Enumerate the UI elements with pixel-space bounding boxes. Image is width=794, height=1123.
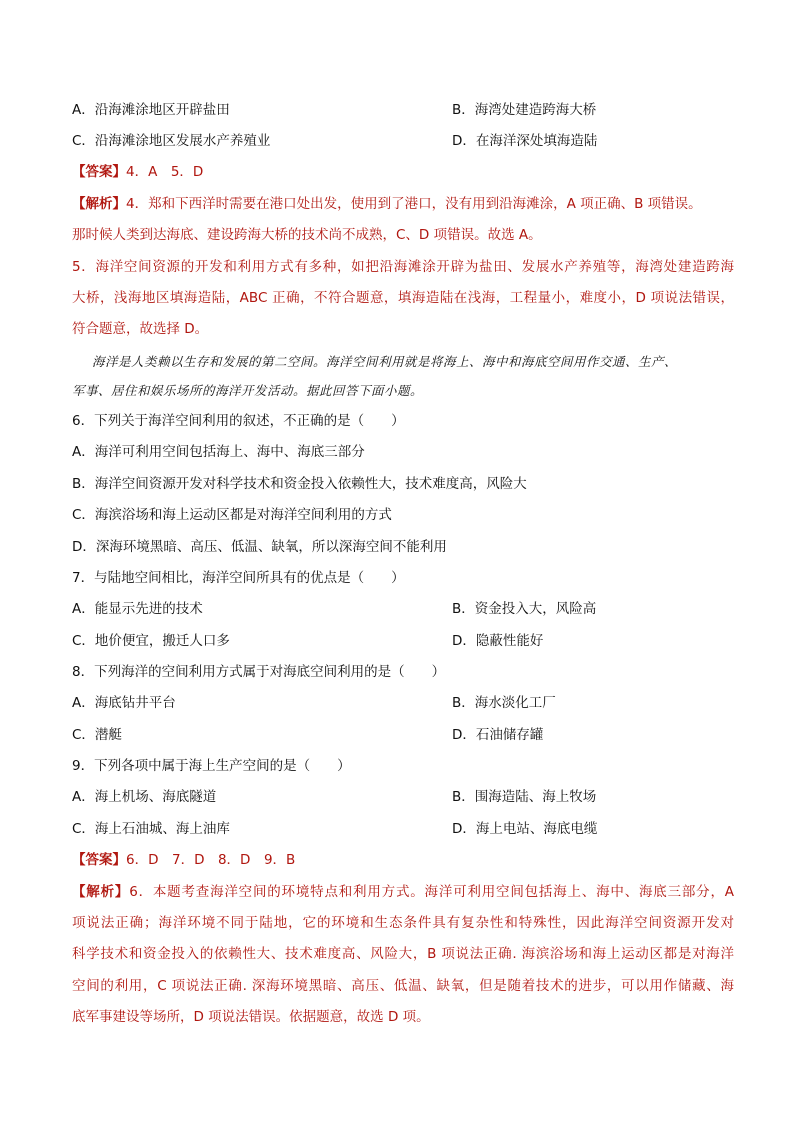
analysis-line: 符合题意，故选择 D。 xyxy=(72,321,209,337)
option-c: C．潜艇 xyxy=(72,727,122,743)
analysis-label: 【解析】 xyxy=(72,884,130,900)
option-b: B．海水淡化工厂 xyxy=(452,695,556,711)
option-a: A．沿海滩涂地区开辟盐田 xyxy=(72,102,230,118)
option-row xyxy=(72,787,734,807)
option-b: B．围海造陆、海上牧场 xyxy=(452,789,597,805)
question-stem: 8．下列海洋的空间利用方式属于对海底空间利用的是（ ） xyxy=(72,664,446,680)
analysis-line xyxy=(72,882,734,902)
analysis-line xyxy=(72,194,734,214)
option-row xyxy=(72,819,734,839)
option-c: C．海上石油城、海上油库 xyxy=(72,821,230,837)
answer-line xyxy=(72,162,734,182)
option-row xyxy=(72,599,734,619)
analysis-line: 5．海洋空间资源的开发和利用方式有多种，如把沿海滩涂开辟为盐田、发展水产养殖等，海湾处建造跨海 xyxy=(72,259,734,275)
option-a: A．海底钻井平台 xyxy=(72,695,176,711)
option-row xyxy=(72,693,734,713)
analysis-text: 6．本题考查海洋空间的环境特点和利用方式。海洋可利用空间包括海上、海中、海底三部分，A xyxy=(129,884,735,900)
analysis-line: 那时候人类到达海底、建设跨海大桥的技术尚不成熟，C、D 项错误。故选 A。 xyxy=(72,227,542,243)
option-row xyxy=(72,131,734,151)
analysis-line: 项说法正确；海洋环境不同于陆地，它的环境和生态条件具有复杂性和特殊性，因此海洋空间资源开发对 xyxy=(72,915,734,931)
option-d: D．深海环境黑暗、高压、低温、缺氧，所以深海空间不能利用 xyxy=(72,539,447,555)
option-d: D．隐蔽性能好 xyxy=(452,633,544,649)
option-c: C．海滨浴场和海上运动区都是对海洋空间利用的方式 xyxy=(72,507,392,523)
answer-text: 4．A 5．D xyxy=(126,164,204,180)
analysis-line: 大桥，浅海地区填海造陆，ABC 正确，不符合题意，填海造陆在浅海，工程量小，难度小，D 项说法错误， xyxy=(72,290,734,306)
question-stem: 7．与陆地空间相比，海洋空间所具有的优点是（ ） xyxy=(72,570,405,586)
option-b: B．海湾处建造跨海大桥 xyxy=(452,102,597,118)
option-b: B．资金投入大，风险高 xyxy=(452,601,597,617)
option-row xyxy=(72,631,734,651)
option-d: D．在海洋深处填海造陆 xyxy=(452,133,598,149)
answer-label: 【答案】 xyxy=(72,852,126,868)
answer-label: 【答案】 xyxy=(72,164,126,180)
analysis-line: 科学技术和资金投入的依赖性大、技术难度高、风险大，B 项说法正确. 海滨浴场和海上运动区都是对海洋 xyxy=(72,946,734,962)
question-stem: 6．下列关于海洋空间利用的叙述，不正确的是（ ） xyxy=(72,413,405,429)
option-c: C．沿海滩涂地区发展水产养殖业 xyxy=(72,133,271,149)
answer-text: 6．D 7．D 8．D 9．B xyxy=(126,852,296,868)
option-row xyxy=(72,725,734,745)
passage-line: 军事、居住和娱乐场所的海洋开发活动。据此回答下面小题。 xyxy=(72,383,424,398)
option-a: A．海洋可利用空间包括海上、海中、海底三部分 xyxy=(72,444,365,460)
analysis-line: 底军事建设等场所，D 项说法错误。依据题意，故选 D 项。 xyxy=(72,1009,430,1025)
option-a: A．能显示先进的技术 xyxy=(72,601,203,617)
option-b: B．海洋空间资源开发对科学技术和资金投入依赖性大，技术难度高，风险大 xyxy=(72,476,527,492)
option-a: A．海上机场、海底隧道 xyxy=(72,789,217,805)
answer-line xyxy=(72,850,734,870)
option-d: D．海上电站、海底电缆 xyxy=(452,821,598,837)
option-d: D．石油储存罐 xyxy=(452,727,544,743)
option-row xyxy=(72,100,734,120)
analysis-label: 【解析】 xyxy=(72,196,126,212)
analysis-text: 4．郑和下西洋时需要在港口处出发，使用到了港口，没有用到沿海滩涂，A 项正确、B 项错误。 xyxy=(126,196,702,212)
option-c: C．地价便宜，搬迁人口多 xyxy=(72,633,230,649)
analysis-line: 空间的利用，C 项说法正确. 深海环境黑暗、高压、低温、缺氧，但是随着技术的进步，可以用作储藏、海 xyxy=(72,978,734,994)
passage-line: 海洋是人类赖以生存和发展的第二空间。海洋空间利用就是将海上、海中和海底空间用作交通、生产、 xyxy=(92,354,678,369)
question-stem: 9．下列各项中属于海上生产空间的是（ ） xyxy=(72,758,351,774)
